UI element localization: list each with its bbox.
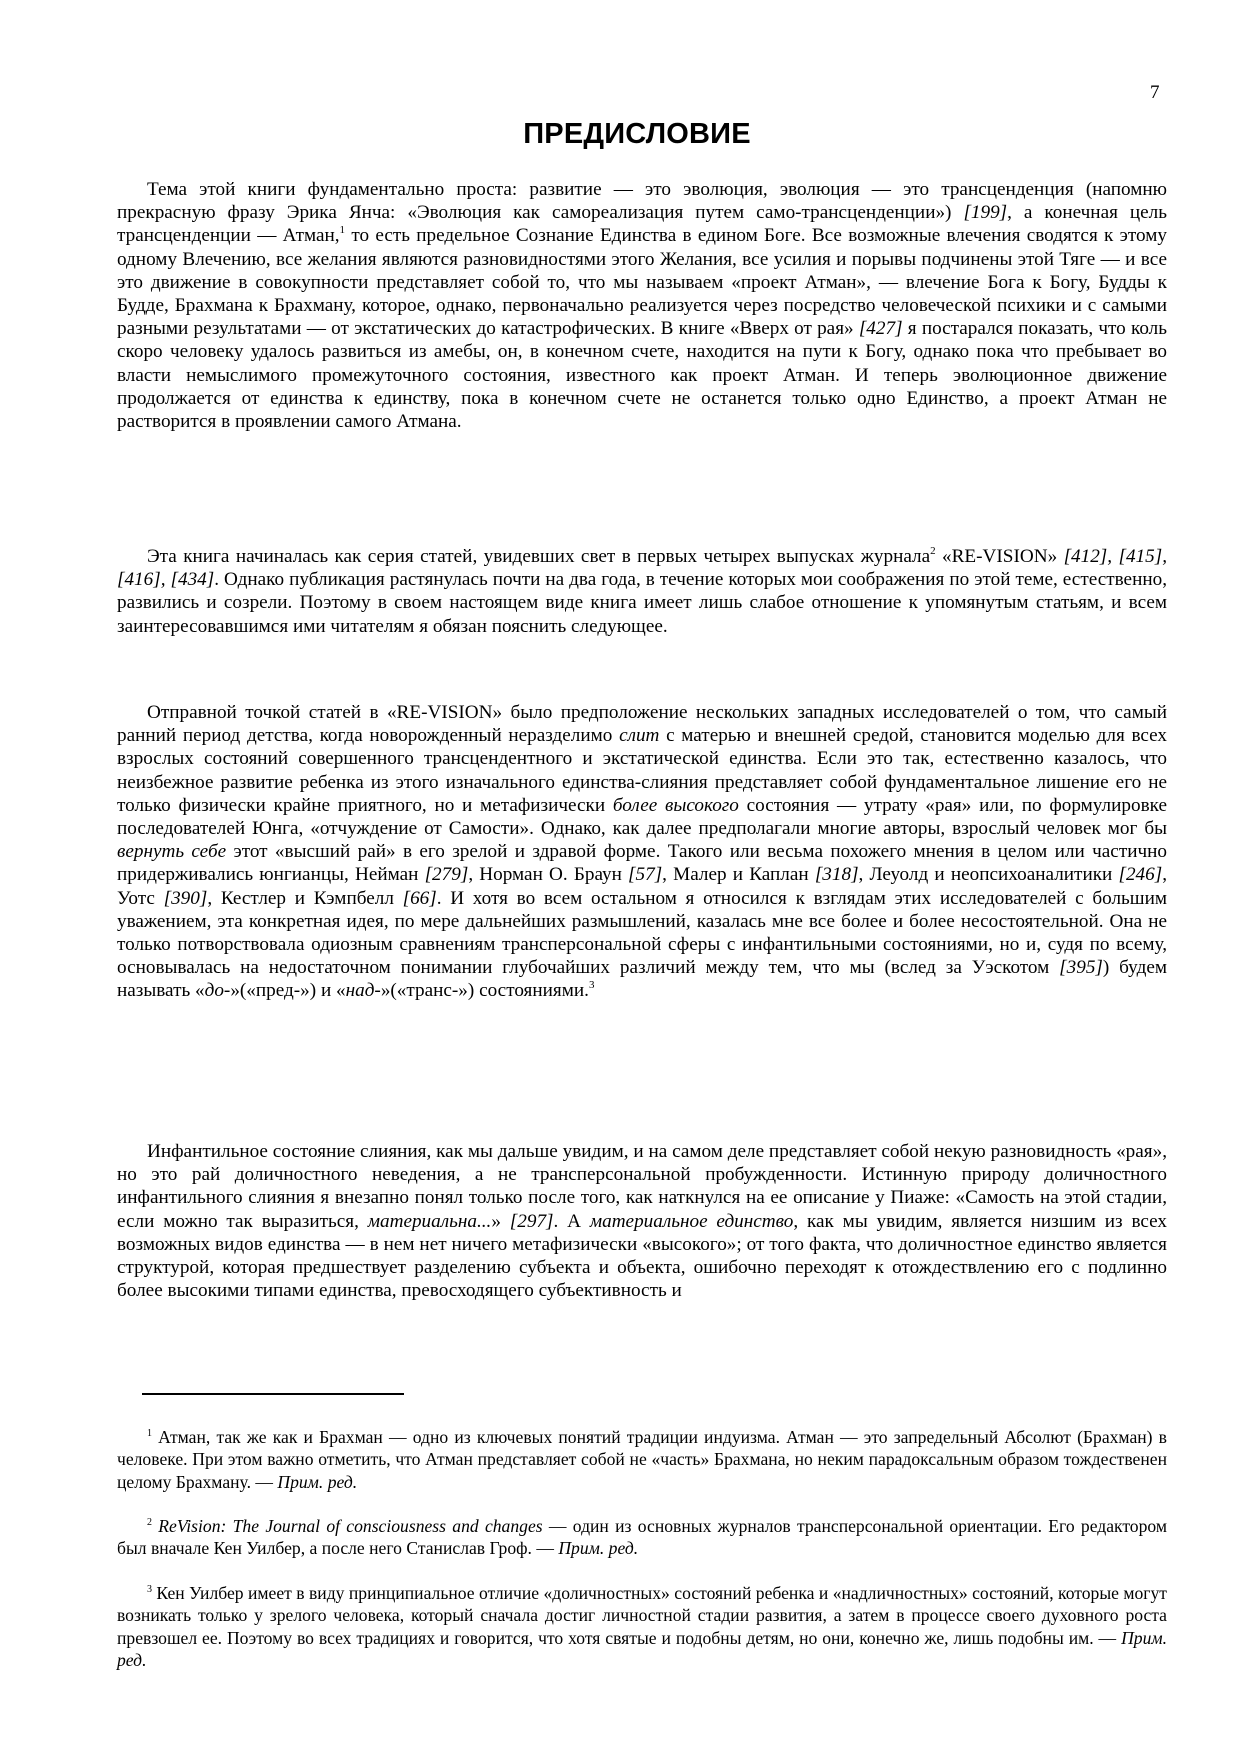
text: » [491,1210,510,1232]
emphasis: материальна... [367,1210,492,1232]
text: Инфантильное состояние слияния, как мы дальше увидим, и на самом деле представляет собой некую разновидность «рая», но это рай доличностного неведения, а не трансперсональной пробужденности. Истинную природу доличностного инфантильного слияния я внезапно понял только после того, как наткнулся на ее описание у Пиаже: «Самость на этой стадии, если можно так выразиться, [117,1141,1167,1232]
text: , а конечная цель трансценденции — Атман, [117,202,1168,247]
text: , Кестлер и Кэмпбелл [207,887,403,909]
text: , Малер и Каплан [662,864,815,886]
footnote-number: 2 [147,1517,152,1528]
text: с матерью и внешней средой, становится моделью для всех взрослых состояний совершенного трансцендентного и экстатической единства. Если это так, естественно казалось, что неизбежное развитие ребенка из этого изначального единства-слияния представляет собой фундаментальное лишение его не только физически крайне приятного, но и метафизически [117,725,1167,816]
footnote-divider [142,1393,404,1395]
emphasis: материальное единство [589,1210,794,1232]
text: »(«пред-») и « [230,980,346,1002]
text: . Однако публикация растянулась почти на два года, в течение которых мои соображения по этой теме, естественно, развились и созрели. Поэтому в своем настоящем виде книга имеет лишь слабое отношение к упомянутым статьям, и всем заинтересовавшимся ими читателям я обязан пояснить следующее. [117,569,1167,637]
footnote-2 [117,1515,1167,1560]
text: »(«транс-») состояниями. [380,980,589,1002]
footnote-text: Атман, так же как и Брахман — одно из ключевых понятий традиции индуизма. Атман — это запредельный Абсолют (Брахман) в человеке. При этом важно отметить, что Атман представляет собой не «часть» Брахмана, но неким парадоксальным образом тождественен целому Брахману. — [117,1427,1167,1492]
text: состояния — утрату «рая» или, по формулировке последователей Юнга, «отчуждение от Самости». Однако, как далее предполагали многие авторы, взрослый человек мог бы [117,794,1167,840]
emphasis: вернуть себе [117,841,227,863]
page-number: 7 [1150,82,1160,103]
emphasis: над- [345,980,381,1002]
citation: [390] [163,887,208,909]
citation: [412], [415], [416], [434] [117,546,1167,591]
emphasis: слит [619,725,660,747]
paragraph-1 [117,178,1167,433]
text: Тема этой книги фундаментально проста: развитие — это эволюция, эволюция — это трансценденция (напомню прекрасную фразу Эрика Янча: «Эволюция как самореализация путем само-трансценденции») [117,179,1167,224]
text: , Леуолд и неопсихоаналитики [858,864,1119,886]
footnote-text: Кен Уилбер имеет в виду принципиальное отличие «доличностных» состояний ребенка и «надличностных» состояний, которые могут возникать только у зрелого человека, который сначала достиг личностной стадии развития, а затем в процессе своего духовного роста превзошел ее. Поэтому во всех традициях и говорится, что хотя святые и подобны детям, но они, конечно же, лишь подобны им. — [117,1583,1167,1648]
text: . И хотя во всем остальном я относился к взглядам этих исследователей с большим уважением, эта конкретная идея, по мере дальнейших размышлений, казалась мне все более и более несостоятельной. Она не только потворствовала одиозным сравнениям трансперсональной сферы с инфантильными состояниями, но и, судя по всему, основывалась на недостаточном понимании глубочайших различий между тем, что мы (вслед за Уэскотом [117,887,1167,979]
citation: [427] [858,318,903,340]
paragraph-2 [117,545,1167,638]
footnote-ref-2[interactable]: 2 [930,545,936,557]
citation: [57] [628,864,663,886]
journal-title: ReVision: The Journal of consciousness and changes [152,1516,543,1536]
text: , Норман О. Браун [468,864,629,886]
footnote-number: 1 [147,1428,152,1439]
footnote-ref-3[interactable]: 3 [588,979,595,992]
text: я постарался показать, что коль скоро человеку удалось развиться из амебы, он, в конечном счете, находится на пути к Богу, однако пока что пребывает во власти немыслимого промежуточного состояния, известного как проект Атман. И теперь эволюционное движение продолжается от единства к единству, пока в конечном счете не останется только одно Единство, а проект Атман не растворится в проявлении самого Атмана. [117,318,1167,433]
citation: [279] [424,864,469,886]
citation: [395] [1059,957,1103,979]
footnote-1 [117,1426,1167,1493]
text: этот «высший рай» в его зрелой и здравой форме. Такого или весьма похожего мнения в целом или частично придерживались юнгианцы, Нейман [117,841,1167,886]
editor-note: Прим. ред. [117,1627,1167,1671]
editor-note: Прим. ред. [277,1471,358,1492]
paragraph-4 [117,1140,1167,1302]
citation: [297] [509,1210,554,1232]
footnote-number: 3 [147,1584,152,1595]
footnote-3 [117,1582,1167,1672]
text: ) будем называть « [117,957,1167,1002]
emphasis: до- [204,980,231,1002]
paragraph-3 [117,701,1167,1003]
text: , как мы увидим, является низшим из всех возможных видов единства — в нем нет ничего метафизически «высокого»; от того факта, что доличностное единство является структурой, которая предшествует разделению субъекта и объекта, ошибочно переходят к отождествлению его с подлинно более высокими типами единства, превосходящего субъективность и [117,1210,1168,1302]
text: «RE-VISION» [935,546,1064,567]
text: . А [553,1210,590,1232]
text: то есть предельное Сознание Единства в едином Боге. Все возможные влечения сводятся к этому одному Влечению, все желания являются разновидностями этого Желания, все усилия и порывы подчинены этой Тяге — и все это движение в совокупности представляет собой то, что мы называем «проект Атман», — влечение Бога к Богу, Будды к Будде, Брахмана к Брахману, которое, однако, первоначально реализуется через посредство человеческой психики и с самыми разными результатами — от экстатических до катастрофических. В книге «Вверх от рая» [117,225,1167,340]
citation: [318] [814,864,859,886]
text: Отправной точкой статей в «RE-VISION» было предположение нескольких западных исследователей о том, что самый ранний период детства, когда новорожденный неразделимо [117,702,1167,747]
footnote-ref-1[interactable]: 1 [339,224,346,237]
text: , Уотс [117,864,1167,909]
emphasis: более высокого [612,794,739,816]
citation: [66] [402,887,437,909]
chapter-title: ПРЕДИСЛОВИЕ [523,118,751,150]
footnote-text: — один из основных журналов трансперсональной ориентации. Его редактором был вначале Кен Уилбер, а после него Станислав Гроф. — [117,1516,1167,1559]
citation: [199] [963,202,1008,224]
editor-note: Прим. ред. [558,1538,639,1559]
text: Эта книга начиналась как серия статей, увидевших свет в первых четырех выпусках журнала [147,546,931,567]
citation: [246] [1118,864,1163,886]
